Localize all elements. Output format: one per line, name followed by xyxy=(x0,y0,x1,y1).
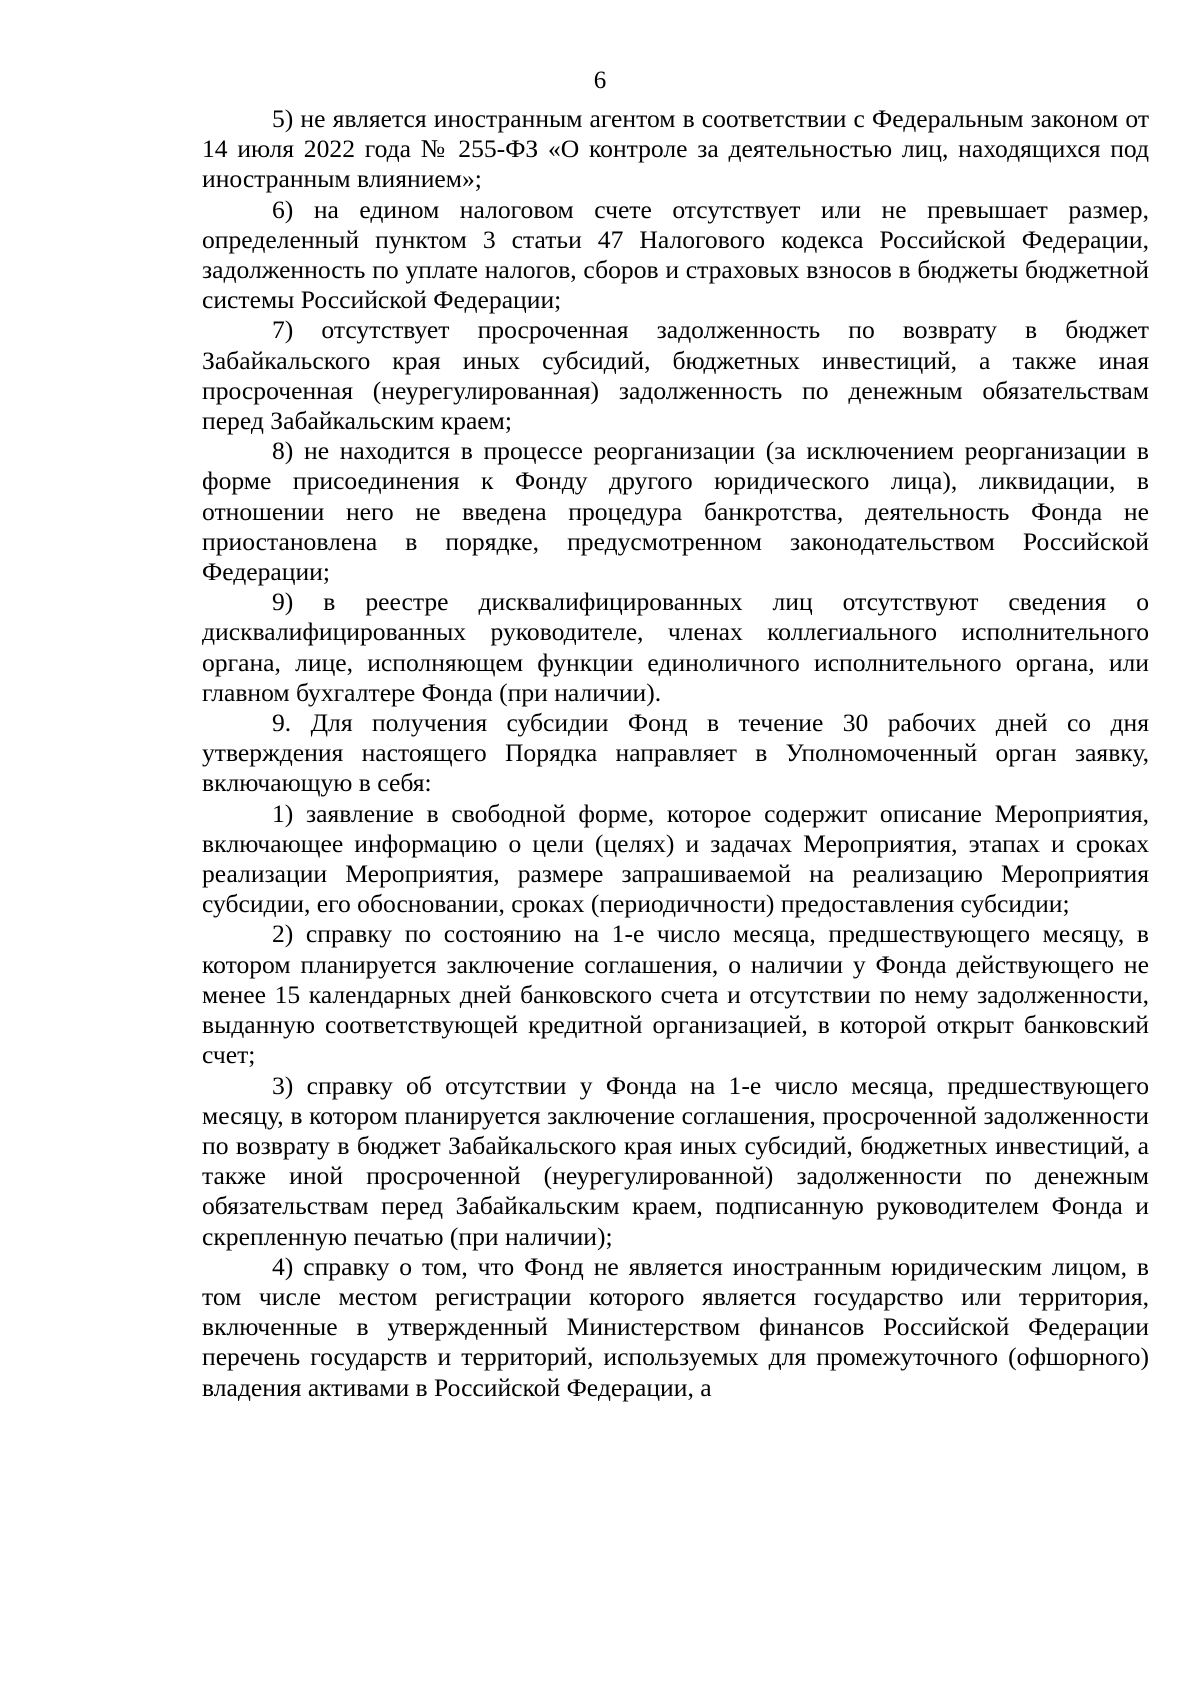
paragraph-item-2-bank-certificate: 2) справку по состоянию на 1-е число месяца, предшествующего месяцу, в котором планируется заключение соглашения, о наличии у Фонда действующего не менее 15 календарных дней банковского счета и отсутствии по нему задолженности, выданную соответствующей кредитной организацией, в которой открыт банковский счет; xyxy=(202,919,1149,1070)
paragraph-item-3-no-debt-certificate: 3) справку об отсутствии у Фонда на 1-е число месяца, предшествующего месяцу, в котором планируется заключение соглашения, просроченной задолженности по возврату в бюджет Забайкальского края иных субсидий, бюджетных инвестиций, а также иной просроченной (неурегулированной) задолженности по денежным обязательствам перед Забайкальским краем, подписанную руководителем Фонда и скрепленную печатью (при наличии); xyxy=(202,1070,1149,1251)
paragraph-item-8-reorganization: 8) не находится в процессе реорганизации (за исключением реорганизации в форме присоединения к Фонду другого юридического лица), ликвидации, в отношении него не введена процедура банкротства, деятельность Фонда не приостановлена в порядке, предусмотренном законодательством Российской Федерации; xyxy=(202,436,1149,587)
document-body xyxy=(202,104,1149,1403)
page-number: 6 xyxy=(593,67,607,94)
paragraph-item-9-disqualified-persons: 9) в реестре дисквалифицированных лиц отсутствуют сведения о дисквалифицированных руководителе, членах коллегиального исполнительного органа, лице, исполняющем функции единоличного исполнительного органа, или главном бухгалтере Фонда (при наличии). xyxy=(202,587,1149,707)
paragraph-item-7-overdue-debt: 7) отсутствует просроченная задолженность по возврату в бюджет Забайкальского края иных субсидий, бюджетных инвестиций, а также иная просроченная (неурегулированная) задолженность по денежным обязательствам перед Забайкальским краем; xyxy=(202,315,1149,436)
paragraph-item-1-statement: 1) заявление в свободной форме, которое содержит описание Мероприятия, включающее информацию о цели (целях) и задачах Мероприятия, этапах и сроках реализации Мероприятия, размере запрашиваемой на реализацию Мероприятия субсидии, его обосновании, сроках (периодичности) предоставления субсидии; xyxy=(202,798,1149,919)
paragraph-item-5-foreign-agent: 5) не является иностранным агентом в соответствии с Федеральным законом от 14 июля 2022 года № 255-ФЗ «О контроле за деятельностью лиц, находящихся под иностранным влиянием»; xyxy=(202,104,1149,194)
paragraph-item-6-tax-account: 6) на едином налоговом счете отсутствует или не превышает размер, определенный пунктом 3 статьи 47 Налогового кодекса Российской Федерации, задолженность по уплате налогов, сборов и страховых взносов в бюджеты бюджетной системы Российской Федерации; xyxy=(202,194,1149,315)
paragraph-section-9-application: 9. Для получения субсидии Фонд в течение 30 рабочих дней со дня утверждения настоящего Порядка направляет в Уполномоченный орган заявку, включающую в себя: xyxy=(202,708,1149,798)
paragraph-item-4-foreign-entity-certificate: 4) справку о том, что Фонд не является иностранным юридическим лицом, в том числе местом регистрации которого является государство или территория, включенные в утвержденный Министерством финансов Российской Федерации перечень государств и территорий, используемых для промежуточного (офшорного) владения активами в Российской Федерации, а xyxy=(202,1251,1149,1402)
